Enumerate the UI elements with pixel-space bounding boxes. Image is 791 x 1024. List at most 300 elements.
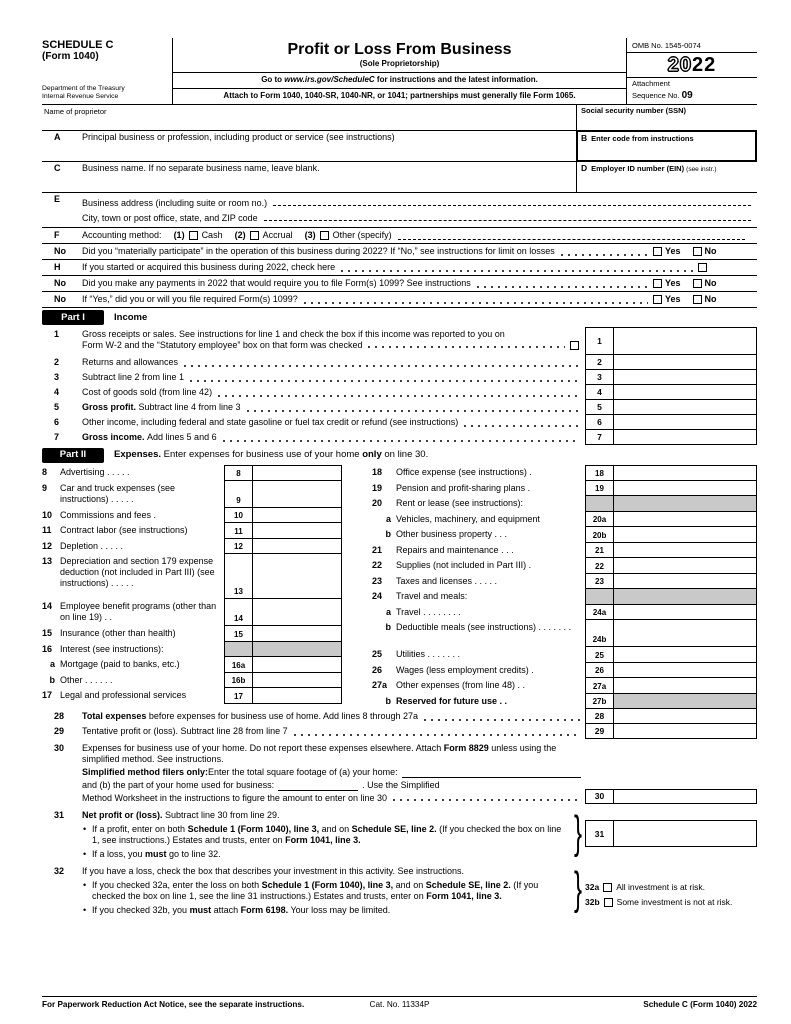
line-30-s6: Method Worksheet in the instructions to figure the amount to enter on line 30 — [82, 792, 388, 803]
line-10-amount-box[interactable] — [252, 508, 342, 524]
expense-columns — [42, 465, 757, 709]
paperwork-notice: For Paperwork Reduction Act Notice, see the separate instructions. — [42, 1000, 305, 1009]
line-29-row — [42, 724, 757, 739]
proprietor-row — [42, 105, 757, 131]
b2-s2: go to line 32. — [166, 848, 221, 859]
line-31-body — [82, 808, 571, 860]
line-7-cell-number: 7 — [585, 430, 613, 445]
income-line-1 — [42, 327, 757, 355]
line-16a-label: Mortgage (paid to banks, etc.) — [60, 659, 180, 670]
line-i-text: Did you make any payments in 2022 that would require you to file Form(s) 1099? See instructions — [82, 277, 471, 288]
catalog-number: Cat. No. 11334P — [369, 1000, 430, 1009]
line-2-text: Returns and allowances — [82, 357, 179, 368]
line-d-letter: D — [581, 162, 588, 173]
line-9-amount-box[interactable] — [252, 481, 342, 508]
line-16-label: Interest (see instructions): — [60, 643, 164, 654]
business-square-footage-blank[interactable] — [278, 782, 358, 791]
line-13-label: Depreciation and section 179 expense deduction (not included in Part III) (see instructions) . . . . . — [60, 556, 215, 589]
line-15-no: 15 — [42, 628, 53, 639]
c1-b3: Form 1041, line 3. — [426, 890, 502, 901]
expense-line-19 — [372, 481, 757, 497]
line-i-yes-checkbox[interactable] — [653, 279, 662, 288]
line-16b-label: Other . . . . . . — [60, 674, 113, 685]
line-8-amount-box[interactable] — [252, 465, 342, 481]
line-20a-cell-number: 20a — [585, 512, 613, 528]
line-12-label: Depletion . . . . . — [60, 540, 124, 551]
line-29-amount-box[interactable] — [613, 724, 757, 739]
option-2-number: (2) — [234, 229, 246, 240]
line-17-no: 17 — [42, 690, 53, 701]
line-g-yes-no — [653, 246, 757, 257]
line-31-bullet-2 — [82, 849, 571, 860]
line-21-no: 21 — [372, 544, 383, 555]
home-square-footage-blank[interactable] — [402, 769, 581, 778]
line-e-letter: E — [54, 193, 61, 204]
line-j-yes-checkbox[interactable] — [653, 295, 662, 304]
line-j-no-checkbox[interactable] — [693, 295, 702, 304]
line-f-letter: F — [54, 229, 60, 240]
line-26-no: 26 — [372, 664, 383, 675]
attach-instruction: Attach to Form 1040, 1040-SR, 1040-NR, or 1041; partnerships must generally file Form 1065. — [173, 88, 626, 104]
expense-line-22 — [372, 558, 757, 574]
line-7-text: Add lines 5 and 6 — [147, 432, 217, 443]
city-state-zip-label: City, town or post office, state, and ZIP code — [82, 212, 258, 223]
line-c-letter: C — [54, 162, 61, 173]
line-d-note: (see instr.) — [686, 165, 717, 173]
expense-line-14 — [42, 599, 342, 626]
some-investment-not-at-risk-checkbox[interactable] — [604, 898, 613, 907]
line-j-row — [42, 292, 757, 308]
line-16b-no: b — [49, 674, 55, 685]
risk-option-32a — [585, 882, 757, 892]
sequence-label: Sequence No. — [632, 90, 682, 100]
expense-line-16b — [42, 673, 342, 689]
line-32a-no: 32a — [585, 881, 600, 892]
line-13-amount-box[interactable] — [252, 554, 342, 599]
dot-leader — [294, 734, 580, 736]
part2-title-text: Enter expenses for business use of your home — [163, 449, 363, 461]
line-18-cell-number: 18 — [585, 465, 613, 481]
ssn-field[interactable] — [576, 105, 757, 130]
expense-column-right — [372, 465, 757, 709]
title-block — [172, 38, 627, 104]
dept-irs: Internal Revenue Service — [42, 93, 119, 101]
expense-line-15 — [42, 626, 342, 642]
expense-line-16a — [42, 657, 342, 673]
expense-line-24a — [372, 605, 757, 621]
line-32b-no: 32b — [585, 897, 600, 908]
statutory-employee-checkbox[interactable] — [570, 341, 579, 350]
part2-header — [42, 445, 757, 465]
line-21-amount-box[interactable] — [613, 543, 757, 559]
expense-line-27a — [372, 678, 757, 694]
other-method-specify-field[interactable] — [398, 239, 745, 240]
dot-leader — [247, 410, 580, 412]
line-3-amount-box[interactable] — [613, 370, 757, 385]
line-i-no-checkbox[interactable] — [693, 279, 702, 288]
c1-s2: and on — [395, 879, 426, 890]
line-16b-cell-number: 16b — [224, 673, 252, 689]
line-27a-amount-box[interactable] — [613, 678, 757, 694]
line-29-cell-number: 29 — [585, 724, 613, 739]
c2-b1: must — [189, 904, 212, 915]
c2-b2: Form 6198. — [240, 904, 289, 915]
line-30-s2: unless using the simplified method. See instructions. — [82, 743, 557, 765]
line-10-label: Commissions and fees . — [60, 509, 157, 520]
c2-s3: Your loss may be limited. — [288, 904, 391, 915]
line-5-amount-box[interactable] — [613, 400, 757, 415]
line-h-text: If you started or acquired this business during 2022, check here — [82, 261, 336, 272]
expense-line-20 — [372, 496, 757, 512]
line-i-letter: No — [54, 277, 66, 288]
line-20-no: 20 — [372, 498, 383, 509]
line-16-cell-shaded — [224, 642, 252, 658]
line-31-cell-number: 31 — [585, 820, 613, 847]
line-g-no-checkbox[interactable] — [693, 247, 702, 256]
line-28-cell-number: 28 — [585, 709, 613, 724]
line-h-letter: H — [54, 261, 61, 272]
line-25-label: Utilities . . . . . . . — [396, 649, 461, 660]
line-32-bullet-1 — [82, 880, 571, 902]
accrual-label: Accrual — [262, 229, 293, 240]
line-31-bullet-1 — [82, 824, 571, 846]
line-32-text: If you have a loss, check the box that describes your investment in this activity. See instructions. — [82, 865, 465, 876]
line-27b-label: Reserved for future use . . — [396, 695, 508, 706]
line-20a-amount-box[interactable] — [613, 512, 757, 528]
line-4-cell-number: 4 — [585, 385, 613, 400]
income-line-2 — [42, 355, 757, 370]
line-27a-cell-number: 27a — [585, 678, 613, 694]
line-24-cell-shaded — [585, 589, 613, 605]
city-state-zip-field[interactable] — [264, 220, 751, 221]
line-8-label: Advertising . . . . . — [60, 467, 130, 478]
line-2-cell-number: 2 — [585, 355, 613, 370]
line-30-amount-box[interactable] — [613, 789, 757, 804]
line-3-cell-number: 3 — [585, 370, 613, 385]
tax-year — [627, 53, 757, 78]
dot-leader — [218, 395, 580, 397]
line-12-no: 12 — [42, 540, 53, 551]
expense-column-left — [42, 465, 342, 709]
accrual-checkbox[interactable] — [250, 231, 259, 240]
option-3-number: (3) — [304, 229, 316, 240]
line-19-label: Pension and profit-sharing plans . — [396, 482, 531, 493]
line-3-text: Subtract line 2 from line 1 — [82, 372, 185, 383]
business-address-field[interactable] — [273, 205, 751, 206]
line-16b-amount-box[interactable] — [252, 673, 342, 689]
line-24a-label: Travel . . . . . . . . — [396, 606, 461, 617]
line-d-label: Employer ID number (EIN) — [591, 163, 687, 173]
line-24b-amount-box[interactable] — [613, 620, 757, 647]
line-18-no: 18 — [372, 467, 383, 478]
line-28-row — [42, 709, 757, 724]
line-24a-no: a — [385, 606, 391, 617]
line-16a-no: a — [49, 659, 55, 670]
line-11-amount-box[interactable] — [252, 523, 342, 539]
line-1-cell-number: 1 — [585, 327, 613, 355]
expense-line-24b — [372, 620, 757, 647]
other-method-checkbox[interactable] — [320, 231, 329, 240]
line-32-body — [82, 864, 571, 916]
line-15-label: Insurance (other than health) — [60, 628, 176, 639]
part1-title: Income — [114, 311, 148, 323]
line-24b-cell-number: 24b — [585, 620, 613, 647]
attachment-sequence — [627, 78, 757, 104]
line-20-cell-shaded — [585, 496, 613, 512]
schedule-name: SCHEDULE C — [42, 39, 114, 51]
line-24b-no: b — [385, 622, 391, 633]
year-outline: 20 — [667, 54, 692, 77]
line-32b-label: Some investment is not at risk. — [616, 897, 733, 908]
line-30-cell-number: 30 — [585, 789, 613, 804]
line-j-letter: No — [54, 293, 66, 304]
omb-block — [627, 38, 757, 104]
part2-title-bold: Expenses. — [114, 449, 164, 461]
line-28-amount-box[interactable] — [613, 709, 757, 724]
dot-leader — [184, 365, 580, 367]
line-c-row — [42, 162, 757, 193]
no-label: No — [704, 245, 717, 256]
line-2-no: 2 — [54, 357, 60, 368]
line-12-amount-box[interactable] — [252, 539, 342, 555]
line-25-amount-box[interactable] — [613, 647, 757, 663]
line-9-cell-number: 9 — [224, 481, 252, 508]
no-label: No — [704, 277, 717, 288]
dot-leader — [477, 286, 648, 288]
dot-leader — [190, 380, 580, 382]
no-label: No — [704, 293, 717, 304]
line-16a-cell-number: 16a — [224, 657, 252, 673]
sequence-number: 09 — [681, 89, 693, 101]
yes-label: Yes — [665, 277, 681, 288]
ein-box[interactable] — [576, 162, 757, 192]
line-j-text: If “Yes,” did you or will you file required Form(s) 1099? — [82, 293, 298, 304]
line-30-s5: . Use the Simplified — [362, 779, 440, 790]
line-g-row — [42, 244, 757, 260]
part2-title-only: only — [362, 449, 382, 461]
principal-business-field[interactable] — [42, 131, 576, 161]
line-14-no: 14 — [42, 601, 53, 612]
line-5-text: Subtract line 4 from line 3 — [138, 402, 241, 413]
line-23-label: Taxes and licenses . . . . . — [396, 575, 498, 586]
line-23-amount-box[interactable] — [613, 574, 757, 590]
brace-31: } — [573, 807, 582, 860]
expense-line-13 — [42, 554, 342, 599]
line-1-no: 1 — [54, 329, 60, 340]
line-4-no: 4 — [54, 387, 60, 398]
line-g-letter: No — [54, 245, 66, 256]
expense-line-8 — [42, 465, 342, 481]
part1-tab: Part I — [42, 310, 104, 325]
line-26-amount-box[interactable] — [613, 663, 757, 679]
line-19-amount-box[interactable] — [613, 481, 757, 497]
line-5-cell-number: 5 — [585, 400, 613, 415]
line-28-text: before expenses for business use of home. Add lines 8 through 27a — [146, 711, 419, 722]
line-32a-label: All investment is at risk. — [616, 881, 705, 892]
c1-b2: Schedule SE, line 2. — [425, 879, 514, 890]
line-11-cell-number: 11 — [224, 523, 252, 539]
line-14-amount-box[interactable] — [252, 599, 342, 626]
part1-header — [42, 308, 757, 328]
line-e-row — [42, 193, 757, 228]
dot-leader — [393, 799, 580, 801]
line-28-no: 28 — [54, 711, 65, 722]
expense-line-11 — [42, 523, 342, 539]
line-a-letter: A — [54, 131, 61, 142]
expense-line-17 — [42, 688, 342, 704]
line-b-letter: B — [581, 132, 588, 143]
line-7-amount-box[interactable] — [613, 430, 757, 445]
line-32-bullet-2 — [82, 905, 571, 916]
dept-treasury: Department of the Treasury — [42, 84, 125, 92]
line-4-amount-box[interactable] — [613, 385, 757, 400]
line-31-amount-box[interactable] — [613, 820, 757, 847]
form-8829-ref: Form 8829 — [443, 743, 489, 754]
expense-line-12 — [42, 539, 342, 555]
line-6-cell-number: 6 — [585, 415, 613, 430]
line-30-text — [82, 743, 585, 765]
bullet-icon: • — [83, 879, 87, 890]
line-6-text: Other income, including federal and state gasoline or fuel tax credit or refund (see instructions) — [82, 417, 459, 428]
all-investment-at-risk-checkbox[interactable] — [603, 883, 612, 892]
line-27b-amount-shaded — [613, 694, 757, 710]
line-24a-amount-box[interactable] — [613, 605, 757, 621]
line-32-block — [42, 862, 757, 918]
option-1-number: (1) — [173, 229, 185, 240]
line-32-no: 32 — [54, 865, 65, 876]
line-31-bold: Net profit or (loss). — [82, 809, 165, 820]
form-title: Profit or Loss From Business — [287, 41, 512, 58]
line-32-risk-options — [585, 864, 757, 916]
form-header — [42, 38, 757, 105]
line-20-label: Rent or lease (see instructions): — [396, 498, 524, 509]
line-24-no: 24 — [372, 591, 383, 602]
footer-form-id: Schedule C (Form 1040) 2022 — [643, 1000, 757, 1009]
part2-tab: Part II — [42, 448, 104, 463]
line-5-no: 5 — [54, 402, 60, 413]
line-20a-no: a — [385, 513, 391, 524]
line-11-no: 11 — [42, 525, 52, 536]
part2-title-end: on line 30. — [381, 449, 429, 461]
expense-line-18 — [372, 465, 757, 481]
line-13-no: 13 — [42, 556, 53, 567]
line-9-label: Car and truck expenses (see instructions) . . . . . — [60, 482, 176, 504]
line-14-cell-number: 14 — [224, 599, 252, 626]
line-g-yes-checkbox[interactable] — [653, 247, 662, 256]
line-14-label: Employee benefit programs (other than on line 19) . . — [60, 601, 217, 623]
line-21-cell-number: 21 — [585, 543, 613, 559]
line-26-cell-number: 26 — [585, 663, 613, 679]
bullet-icon: • — [83, 823, 87, 834]
line-29-text: Tentative profit or (loss). Subtract line 28 from line 7 — [82, 726, 288, 737]
line-1-text1: Gross receipts or sales. See instructions for line 1 and check the box if this income was reported to you on — [82, 329, 505, 340]
line-3-no: 3 — [54, 372, 60, 383]
line-27a-no: 27a — [372, 680, 388, 691]
line-17-amount-box[interactable] — [252, 688, 342, 704]
line-31-lead — [82, 810, 571, 821]
risk-option-32b — [585, 897, 757, 907]
line-24-label: Travel and meals: — [396, 591, 468, 602]
line-20b-amount-box[interactable] — [613, 527, 757, 543]
yes-label: Yes — [665, 245, 681, 256]
expense-line-26 — [372, 663, 757, 679]
line-22-cell-number: 22 — [585, 558, 613, 574]
form-footer — [42, 996, 757, 1010]
dot-leader — [223, 440, 580, 442]
line-8-no: 8 — [42, 467, 48, 478]
line-16-amount-shaded — [252, 642, 342, 658]
simplified-method-bold: Simplified method filers only: — [82, 766, 209, 777]
bullet-icon: • — [83, 904, 87, 915]
line-16a-amount-box[interactable] — [252, 657, 342, 673]
line-24a-cell-number: 24a — [585, 605, 613, 621]
yes-label: Yes — [665, 293, 681, 304]
goto-instruction — [173, 72, 626, 88]
proprietor-name-field[interactable] — [42, 105, 576, 130]
line-19-no: 19 — [372, 482, 383, 493]
line-30-block — [42, 739, 757, 806]
business-name-field[interactable] — [42, 162, 576, 192]
line-20-amount-shaded — [613, 496, 757, 512]
line-7-bold: Gross income. — [82, 432, 148, 443]
line-b-label: Enter code from instructions — [591, 133, 694, 143]
line-g-text: Did you “materially participate” in the operation of this business during 2022? If “No,” see instructions for limit on losses — [82, 245, 555, 256]
cash-checkbox[interactable] — [189, 231, 198, 240]
line-24b-label: Deductible meals (see instructions) . . . . . . . — [396, 622, 572, 633]
line-22-no: 22 — [372, 560, 383, 571]
c2-s2: attach — [211, 904, 241, 915]
accounting-method-label: Accounting method: — [82, 229, 162, 240]
line-30-cells — [585, 741, 757, 804]
expense-line-16 — [42, 642, 342, 658]
c1-b1: Schedule 1 (Form 1040), line 3, — [261, 879, 396, 890]
line-18-label: Office expense (see instructions) . — [396, 467, 532, 478]
line-15-amount-box[interactable] — [252, 626, 342, 642]
expense-line-23 — [372, 574, 757, 590]
proprietor-name-label: Name of proprietor — [44, 106, 107, 116]
form-number: (Form 1040) — [42, 51, 99, 63]
line-24-amount-shaded — [613, 589, 757, 605]
line-i-row — [42, 276, 757, 292]
expense-line-10 — [42, 508, 342, 524]
line-1-amount-box[interactable] — [613, 327, 757, 355]
line-j-yes-no — [653, 294, 757, 305]
line-27a-label: Other expenses (from line 48) . . — [396, 680, 526, 691]
year-solid: 22 — [692, 54, 717, 77]
line-2-amount-box[interactable] — [613, 355, 757, 370]
line-18-amount-box[interactable] — [613, 465, 757, 481]
line-26-label: Wages (less employment credits) . — [396, 664, 534, 675]
bullet-icon: • — [83, 848, 87, 859]
b1-b2: Schedule SE, line 2. — [351, 823, 440, 834]
line-31-text: Subtract line 30 from line 29. — [165, 809, 280, 820]
income-line-4 — [42, 385, 757, 400]
line-a-row — [42, 131, 757, 162]
form-id-block — [42, 38, 172, 104]
started-business-checkbox[interactable] — [698, 263, 707, 272]
line-6-amount-box[interactable] — [613, 415, 757, 430]
line-5-bold: Gross profit. — [82, 402, 139, 413]
line-a-label: Principal business or profession, including product or service (see instructions) — [82, 131, 395, 142]
business-code-box[interactable] — [576, 130, 757, 162]
b1-b1: Schedule 1 (Form 1040), line 3, — [187, 823, 322, 834]
line-8-cell-number: 8 — [224, 465, 252, 481]
line-22-amount-box[interactable] — [613, 558, 757, 574]
b2-s1: If a loss, you — [92, 848, 146, 859]
ssn-label: Social security number (SSN) — [581, 105, 687, 115]
line-20b-no: b — [385, 529, 391, 540]
business-address-label: Business address (including suite or room no.) — [82, 197, 268, 208]
